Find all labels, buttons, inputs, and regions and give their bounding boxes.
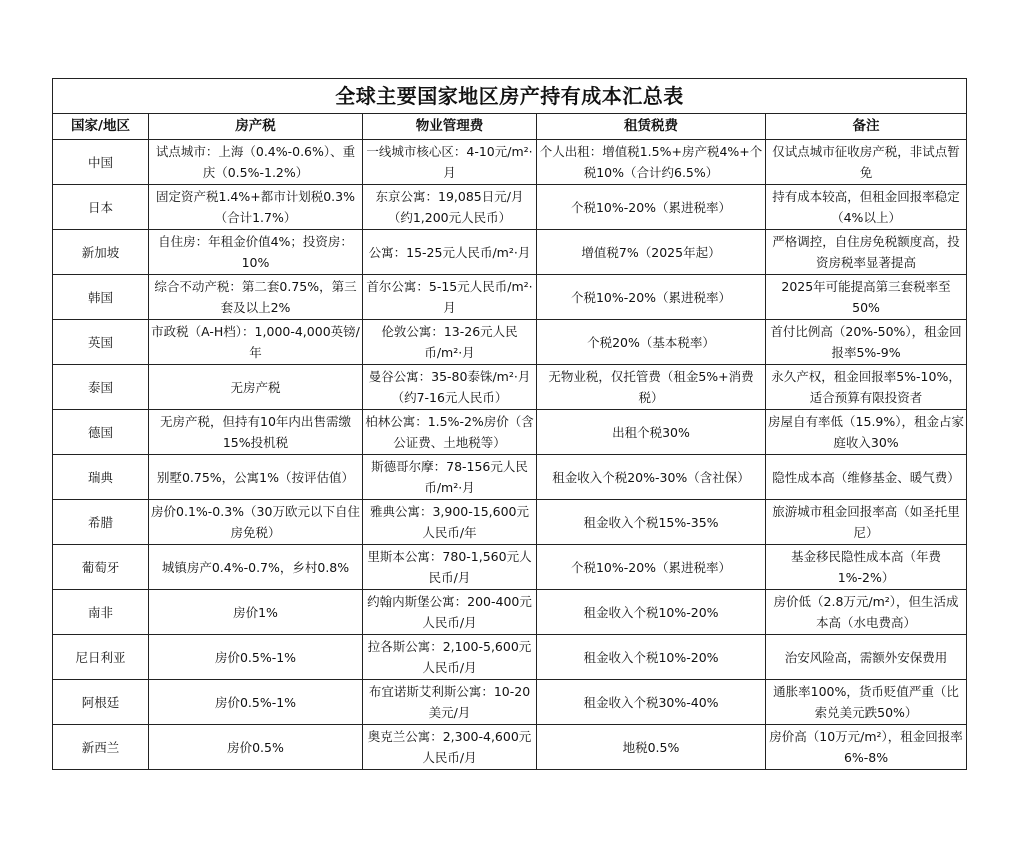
- table-row: [53, 590, 967, 635]
- header-rental-tax: 租赁税费: [537, 114, 766, 140]
- header-country: 国家/地区: [53, 114, 149, 140]
- cell-property-tax: 房价0.5%: [149, 725, 363, 770]
- cell-country: 新西兰: [53, 725, 149, 770]
- cell-property-tax: 城镇房产0.4%-0.7%，乡村0.8%: [149, 545, 363, 590]
- cell-rental-tax: 个税10%-20%（累进税率）: [537, 545, 766, 590]
- summary-table: [52, 78, 967, 770]
- cell-management-fee: 拉各斯公寓：2,100-5,600元人民币/月: [363, 635, 537, 680]
- cell-property-tax: 房价0.5%-1%: [149, 680, 363, 725]
- table-row: [53, 500, 967, 545]
- header-management-fee: 物业管理费: [363, 114, 537, 140]
- cell-rental-tax: 租金收入个税20%-30%（含社保）: [537, 455, 766, 500]
- table-row: [53, 680, 967, 725]
- cell-notes: 通胀率100%，货币贬值严重（比索兑美元跌50%）: [766, 680, 967, 725]
- cell-management-fee: 柏林公寓：1.5%-2%房价（含公证费、土地税等）: [363, 410, 537, 455]
- cell-country: 希腊: [53, 500, 149, 545]
- cell-management-fee: 伦敦公寓：13-26元人民币/m²·月: [363, 320, 537, 365]
- cell-country: 日本: [53, 185, 149, 230]
- cell-rental-tax: 出租个税30%: [537, 410, 766, 455]
- cell-rental-tax: 个税10%-20%（累进税率）: [537, 275, 766, 320]
- cell-rental-tax: 租金收入个税30%-40%: [537, 680, 766, 725]
- header-row: [53, 114, 967, 140]
- cell-notes: 2025年可能提高第三套税率至50%: [766, 275, 967, 320]
- cell-management-fee: 里斯本公寓：780-1,560元人民币/月: [363, 545, 537, 590]
- cell-property-tax: 自住房：年租金价值4%；投资房：10%: [149, 230, 363, 275]
- cell-management-fee: 一线城市核心区：4-10元/m²·月: [363, 140, 537, 185]
- cell-country: 泰国: [53, 365, 149, 410]
- cell-notes: 仅试点城市征收房产税，非试点暂免: [766, 140, 967, 185]
- cell-rental-tax: 租金收入个税10%-20%: [537, 590, 766, 635]
- cell-management-fee: 奥克兰公寓：2,300-4,600元人民币/月: [363, 725, 537, 770]
- cell-property-tax: 别墅0.75%，公寓1%（按评估值）: [149, 455, 363, 500]
- table-row: [53, 725, 967, 770]
- cell-notes: 房屋自有率低（15.9%），租金占家庭收入30%: [766, 410, 967, 455]
- cell-notes: 房价高（10万元/m²），租金回报率6%-8%: [766, 725, 967, 770]
- cell-rental-tax: 租金收入个税15%-35%: [537, 500, 766, 545]
- cell-country: 瑞典: [53, 455, 149, 500]
- cell-notes: 严格调控，自住房免税额度高，投资房税率显著提高: [766, 230, 967, 275]
- cell-management-fee: 东京公寓：19,085日元/月（约1,200元人民币）: [363, 185, 537, 230]
- cell-rental-tax: 个人出租：增值税1.5%+房产税4%+个税10%（合计约6.5%）: [537, 140, 766, 185]
- cell-management-fee: 公寓：15-25元人民币/m²·月: [363, 230, 537, 275]
- cell-property-tax: 市政税（A-H档）：1,000-4,000英镑/年: [149, 320, 363, 365]
- cell-management-fee: 首尔公寓：5-15元人民币/m²·月: [363, 275, 537, 320]
- cell-rental-tax: 租金收入个税10%-20%: [537, 635, 766, 680]
- cell-property-tax: 房价1%: [149, 590, 363, 635]
- header-notes: 备注: [766, 114, 967, 140]
- table-row: [53, 635, 967, 680]
- cell-country: 葡萄牙: [53, 545, 149, 590]
- cell-property-tax: 无房产税，但持有10年内出售需缴15%投机税: [149, 410, 363, 455]
- cell-notes: 旅游城市租金回报率高（如圣托里尼）: [766, 500, 967, 545]
- cell-notes: 治安风险高，需额外安保费用: [766, 635, 967, 680]
- cell-country: 英国: [53, 320, 149, 365]
- cell-notes: 首付比例高（20%-50%），租金回报率5%-9%: [766, 320, 967, 365]
- cell-notes: 隐性成本高（维修基金、暖气费）: [766, 455, 967, 500]
- cell-management-fee: 雅典公寓：3,900-15,600元人民币/年: [363, 500, 537, 545]
- table-row: [53, 275, 967, 320]
- table-row: [53, 230, 967, 275]
- cell-country: 中国: [53, 140, 149, 185]
- table-title: 全球主要国家地区房产持有成本汇总表: [53, 79, 967, 114]
- cell-country: 德国: [53, 410, 149, 455]
- cell-rental-tax: 增值税7%（2025年起）: [537, 230, 766, 275]
- table-row: [53, 140, 967, 185]
- cell-property-tax: 房价0.1%-0.3%（30万欧元以下自住房免税）: [149, 500, 363, 545]
- cell-property-tax: 无房产税: [149, 365, 363, 410]
- cell-notes: 基金移民隐性成本高（年费1%-2%）: [766, 545, 967, 590]
- cell-country: 阿根廷: [53, 680, 149, 725]
- cell-property-tax: 房价0.5%-1%: [149, 635, 363, 680]
- cell-rental-tax: 地税0.5%: [537, 725, 766, 770]
- table-row: [53, 545, 967, 590]
- header-property-tax: 房产税: [149, 114, 363, 140]
- cell-management-fee: 斯德哥尔摩：78-156元人民币/m²·月: [363, 455, 537, 500]
- cell-property-tax: 固定资产税1.4%+都市计划税0.3%（合计1.7%）: [149, 185, 363, 230]
- cell-country: 新加坡: [53, 230, 149, 275]
- cell-notes: 房价低（2.8万元/m²），但生活成本高（水电费高）: [766, 590, 967, 635]
- cell-property-tax: 综合不动产税：第二套0.75%，第三套及以上2%: [149, 275, 363, 320]
- cell-rental-tax: 个税10%-20%（累进税率）: [537, 185, 766, 230]
- cell-management-fee: 曼谷公寓：35-80泰铢/m²·月（约7-16元人民币）: [363, 365, 537, 410]
- cell-rental-tax: 个税20%（基本税率）: [537, 320, 766, 365]
- cell-notes: 永久产权，租金回报率5%-10%，适合预算有限投资者: [766, 365, 967, 410]
- cell-notes: 持有成本较高，但租金回报率稳定（4%以上）: [766, 185, 967, 230]
- table-row: [53, 410, 967, 455]
- cell-country: 南非: [53, 590, 149, 635]
- table-row: [53, 185, 967, 230]
- cell-rental-tax: 无物业税，仅托管费（租金5%+消费税）: [537, 365, 766, 410]
- table-row: [53, 455, 967, 500]
- cell-management-fee: 布宜诺斯艾利斯公寓：10-20美元/月: [363, 680, 537, 725]
- cell-property-tax: 试点城市：上海（0.4%-0.6%）、重庆（0.5%-1.2%）: [149, 140, 363, 185]
- cell-country: 韩国: [53, 275, 149, 320]
- cell-management-fee: 约翰内斯堡公寓：200-400元人民币/月: [363, 590, 537, 635]
- table-row: [53, 320, 967, 365]
- cell-country: 尼日利亚: [53, 635, 149, 680]
- table-row: [53, 365, 967, 410]
